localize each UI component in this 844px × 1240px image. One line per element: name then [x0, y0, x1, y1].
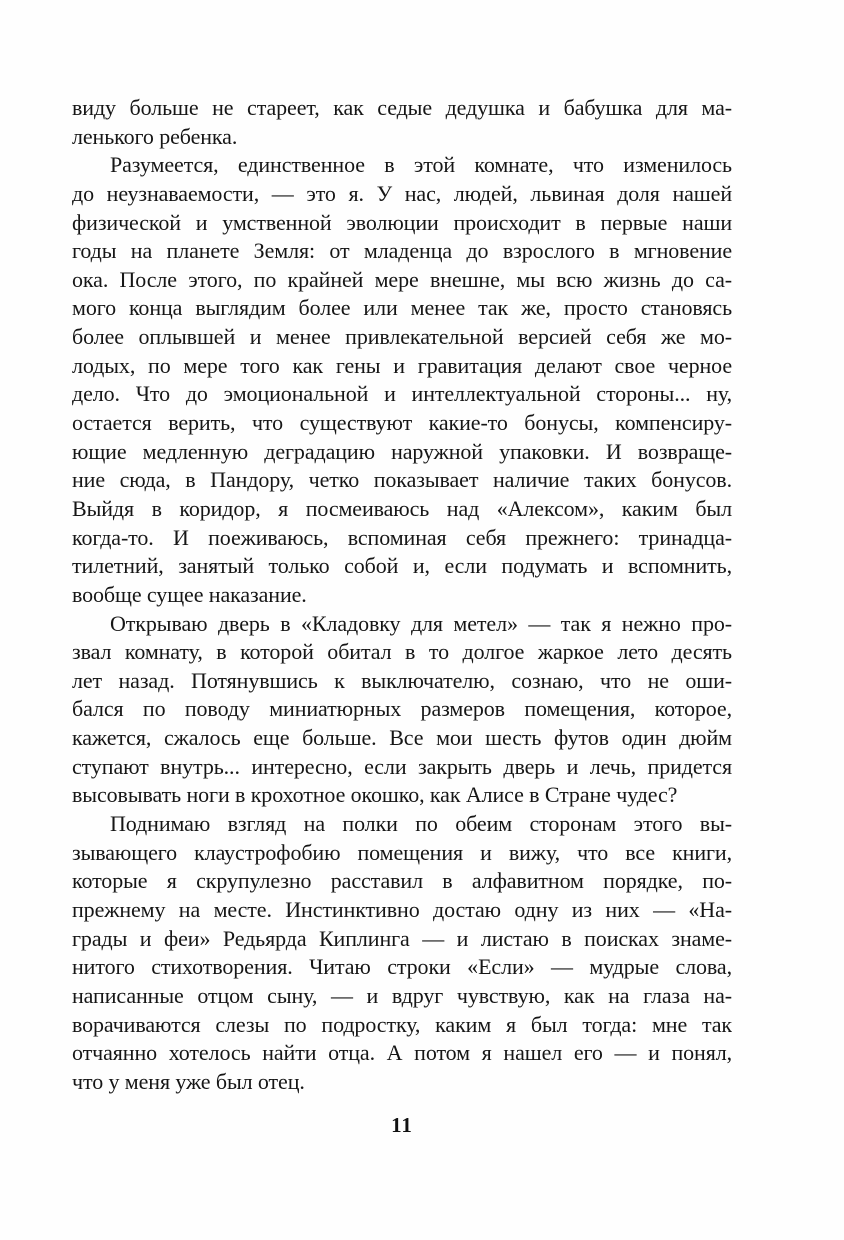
text-line: ока. После этого, по крайней мере внешне, мы всю жизнь до са- — [72, 266, 732, 292]
text-line: когда-то. И поеживаюсь, вспоминая себя прежнего: тринадца- — [72, 524, 732, 550]
text-line: лодых, по мере того как гены и гравитация делают свое черное — [72, 352, 732, 378]
text-line: ние сюда, в Пандору, четко показывает наличие таких бонусов. — [72, 467, 732, 493]
text-line: зывающего клаустрофобию помещения и вижу, что все книги, — [72, 839, 732, 865]
text-line: звал комнату, в которой обитал в то долгое жаркое лето десять — [72, 639, 732, 665]
text-line: виду больше не стареет, как седые дедушка и бабушка для ма- — [72, 95, 732, 120]
text-line: более оплывшей и менее привлекательной версией себя же мо- — [72, 324, 732, 350]
text-line: кажется, сжалось еще больше. Все мои шесть футов один дюйм — [72, 725, 732, 751]
text-line: что у меня уже был отец. — [72, 1068, 305, 1094]
paragraph — [72, 610, 732, 810]
text-line: которые я скрупулезно расставил в алфавитном порядке, по- — [72, 868, 732, 894]
page-text — [72, 94, 732, 1096]
text-line: Открываю дверь в «Кладовку для метел» — так я нежно про- — [110, 610, 732, 636]
text-line: ступают внутрь... интересно, если закрыть дверь и лечь, придется — [72, 753, 732, 779]
paragraph — [72, 151, 732, 609]
text-line: написанные отцом сыну, — и вдруг чувствую, как на глаза на- — [72, 982, 732, 1008]
text-line: ющие медленную деградацию наружной упаковки. И возвраще- — [72, 438, 732, 464]
text-line: ворачиваются слезы по подростку, каким я был тогда: мне так — [72, 1011, 732, 1037]
text-line: лет назад. Потянувшись к выключателю, сознаю, что не оши- — [72, 667, 732, 693]
text-line: прежнему на месте. Инстинктивно достаю одну из них — «На- — [72, 896, 732, 922]
text-line: остается верить, что существуют какие-то бонусы, компенсиру- — [72, 410, 732, 436]
text-line: физической и умственной эволюции происходит в первые наши — [72, 209, 732, 235]
paragraph — [72, 810, 732, 1096]
text-line: до неузнаваемости, — это я. У нас, людей, львиная доля нашей — [72, 180, 732, 206]
page-number: 11 — [391, 1113, 413, 1137]
text-line: вообще сущее наказание. — [72, 581, 307, 607]
text-line: Разумеется, единственное в этой комнате, что изменилось — [110, 152, 732, 178]
text-line: мого конца выглядим более или менее так же, просто становясь — [72, 295, 732, 321]
paragraph — [72, 94, 732, 151]
text-line: отчаянно хотелось найти отца. А потом я нашел его — и понял, — [72, 1040, 732, 1066]
text-line: грады и феи» Редьярда Киплинга — и листаю в поисках знаме- — [72, 925, 732, 951]
text-line: ленького ребенка. — [72, 123, 238, 149]
text-line: тилетний, занятый только собой и, если подумать и вспомнить, — [72, 553, 732, 579]
text-line: дело. Что до эмоциональной и интеллектуальной стороны... ну, — [72, 381, 732, 407]
text-line: Выйдя в коридор, я посмеиваюсь над «Алексом», каким был — [72, 495, 732, 521]
text-line: годы на планете Земля: от младенца до взрослого в мгновение — [72, 238, 732, 264]
text-line: высовывать ноги в крохотное окошко, как Алисе в Стране чудес? — [72, 782, 678, 808]
text-line: Поднимаю взгляд на полки по обеим сторонам этого вы- — [110, 811, 732, 837]
text-line: нитого стихотворения. Читаю строки «Если» — мудрые слова, — [72, 954, 732, 980]
text-line: бался по поводу миниатюрных размеров помещения, которое, — [72, 696, 732, 722]
